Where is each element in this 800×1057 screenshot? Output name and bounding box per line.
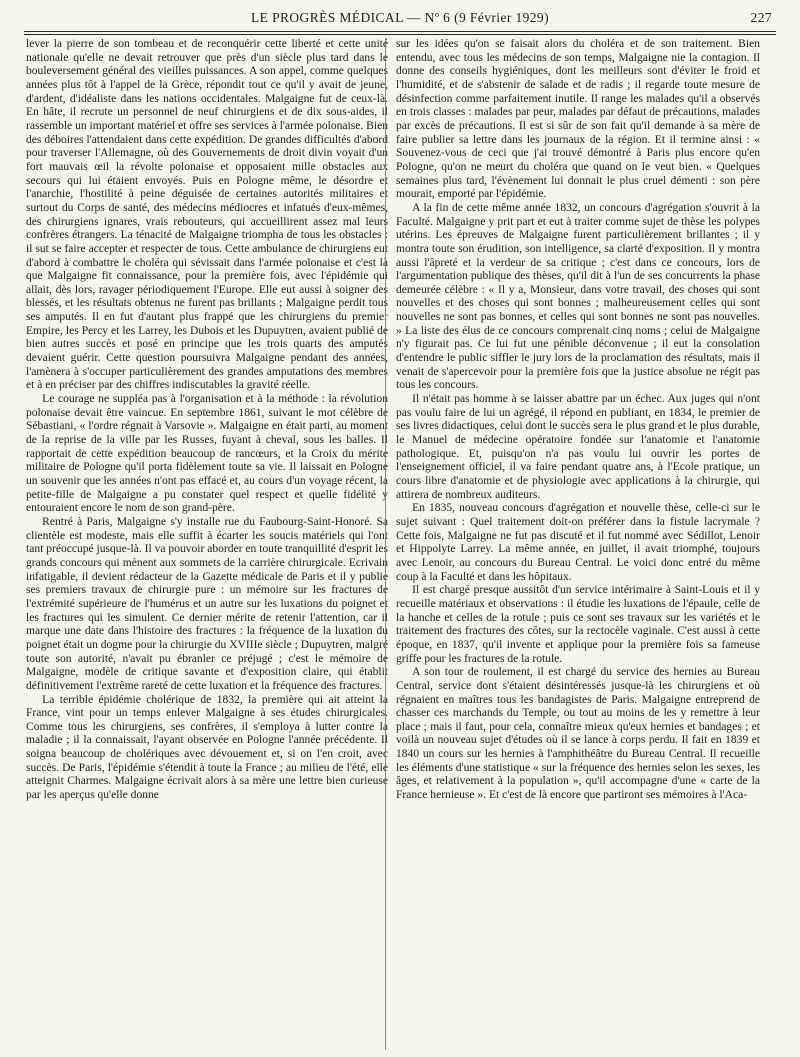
- paragraph: sur les idées qu'on se faisait alors du choléra et de son traitement. Bien entendu, avec tous les médecins de son temps, Malgaigne nie la contagion. Il donne des conseils hygiéniques, dont les meilleurs sont d'éviter le froid et l'humidité, et de s'abstenir de salade et de radis ; il regarde toute mesure de désinfection comme parfaitement inutile. Il range les malades qu'il a observés en trois classes : malades par peur, malades par défaut de précautions, malades par excès de précautions. Il est si sûr de son fait qu'il demande à sa mère de faire publier sa lettre dans les journaux de la région. Et il termine ainsi : « Souvenez-vous de ceci que j'ai trouvé démontré à Paris plus encore qu'en Pologne, qu'on ne meurt du choléra que quand on le veut bien. « Quelques semaines plus tard, l'évènement lui donnait le plus cruel démenti : son père mourait, emporté par l'épidémie.: [396, 38, 760, 201]
- paragraph: Le courage ne suppléa pas à l'organisation et à la méthode : la révolution polonaise devait être vaincue. En septembre 1861, suivant le mot célèbre de Sébastiani, « l'ordre régnait à Varsovie ». Malgaigne en était parti, au moment de la reprise de la ville par les Russes, fuyant à cheval, sous les balles. Il rapportait de cette expédition beaucoup de rancœurs, et la Croix du mérite militaire de Pologne qu'il porta fidèlement toute sa vie. Il laissait en Pologne un souvenir que les années n'ont pas effacé et, au cours d'un voyage récent, la petite-fille de Malgaigne a pu constater quel respect et quelle fidélité y entouraient encore le nom de son grand-père.: [26, 393, 388, 515]
- paragraph: Rentré à Paris, Malgaigne s'y installe rue du Faubourg-Saint-Honoré. Sa clientèle est modeste, mais elle suffit à écarter les soucis matériels qui l'ont tant préoccupé jusque-là. Il va pouvoir aborder en toute tranquillité d'esprit les grands concours qui mènent aux sommets de la carrière chirurgicale. Ecrivain infatigable, il devient rédacteur de la Gazette médicale de Paris et il y publie ses premiers travaux de chirurgie pure : un mémoire sur les fractures de l'extrémité supérieure de l'humérus et un autre sur les luxations du poignet et les fractures qui les simulent. Ce dernier mérite de retenir l'attention, car il marque une date dans l'histoire des fractures : la fréquence de la luxation du poignet était un dogme pour la chirurgie du XVIIIe siècle ; Dupuytren, malgré toute son autorité, n'avait pu ébranler ce préjugé ; c'est le mémoire de Malgaigne, modèle de critique savante et d'exposition claire, qui établit définitivement l'extrême rareté de cette luxation et la fréquence des fractures.: [26, 515, 388, 692]
- paragraph: A la fin de cette même année 1832, un concours d'agrégation s'ouvrit à la Faculté. Malgaigne y prit part et eut à traiter comme sujet de thèse les polypes utérins. Les épreuves de Malgaigne furent particulièrement brillantes ; il y montra toute son érudition, son intelligence, sa clarté d'exposition. Il y montra aussi l'âpreté et la verdeur de sa critique ; c'est dans ce concours, lors de l'argumentation publique des thèses, qu'il dit à l'un de ses concurrents la phase demeurée célèbre : « Il y a, Monsieur, dans votre travail, des choses qui sont nouvelles et des choses qui sont bonnes ; malheureusement celles qui sont nouvelles ne sont pas bonnes, et celles qui sont bonnes ne sont pas nouvelles. » La liste des élus de ce concours comprenait cinq noms ; celui de Malgaigne n'y figurait pas. Ce lui fut une pénible déconvenue ; il eut la consolation d'entendre le public siffler le jury lors de la proclamation des résultats, mais il venait de s'apercevoir pour la première fois que la justice absolue ne régit pas tous les concours.: [396, 201, 760, 392]
- journal-title: LE PROGRÈS MÉDICAL — Nº 6 (9 Février 1929): [251, 10, 549, 25]
- column-divider: [385, 38, 386, 1050]
- paragraph: Il n'était pas homme à se laisser abattre par un échec. Aux juges qui n'ont pas voulu faire de lui un agrégé, il répond en publiant, en 1834, le premier de ses livres didactiques, celui dont le succès sera le plus grand et le plus durable, le Manuel de médecine opératoire fondée sur l'anatomie et l'anatomie pathologique. Et, puisqu'on n'a pas voulu lui ouvrir les portes de l'enseignement officiel, il va faire pendant quatre ans, à l'Ecole pratique, un cours libre d'anatomie et de physiologie avec applications à la chirurgie, qui attirera de nombreux auditeurs.: [396, 393, 760, 501]
- header-rule-thin: [24, 34, 776, 35]
- paragraph: En 1835, nouveau concours d'agrégation et nouvelle thèse, celle-ci sur le sujet suivant : Quel traitement doit-on préférer dans la fistule lacrymale ? Cette fois, Malgaigne ne fut pas discuté et il fut nommé avec Sédillot, Lenoir et Hippolyte Larrey. La même année, en juillet, il avait triomphé, toujours avec Lenoir, au concours du Bureau Central. Le voici donc entré du même coup à la Faculté et dans les hôpitaux.: [396, 502, 760, 583]
- paragraph: La terrible épidémie cholérique de 1832, la première qui ait atteint la France, vint pour un temps enlever Malgaigne à ses études chirurgicales. Comme tous les chirurgiens, ses confrères, il s'employa à lutter contre la maladie ; il la connaissait, l'ayant observée en Pologne l'année précédente. Il soigna beaucoup de cholériques avec dévouement et, si on l'en croit, avec succès. De Paris, l'épidémie s'étendit à toute la France ; au milieu de l'été, elle atteignit Charmes. Malgaigne écrivait alors à sa mère une lettre bien curieuse par les aperçus qu'elle donne: [26, 693, 388, 802]
- paragraph: Il est chargé presque aussitôt d'un service intérimaire à Saint-Louis et il y recueille matériaux et observations : il étudie les luxations de l'épaule, celle de la hanche et celles de la rotule ; puis ce sont ses travaux sur les variétés et le traitement des fractures des côtes, sur la rectocèle vaginale. C'est aussi à cette époque, en 1837, qu'il invente et applique pour la première fois sa fameuse griffe pour les fractures de la rotule.: [396, 584, 760, 665]
- right-column: [396, 38, 760, 1050]
- page-header: [24, 6, 776, 30]
- left-column: [26, 38, 388, 1050]
- paragraph: lever la pierre de son tombeau et de reconquérir cette liberté et cette unité nationale qu'elle ne devait retrouver que près d'un siècle plus tard dans le bouleversement général des vieilles puissances. A son appel, comme quelques années plus tôt à l'appel de la Grèce, répondit tout ce qu'il y avait de jeune, d'ardent, d'idéaliste dans les nations occidentales. Malgaigne fut de ceux-là. En hâte, il recrute un personnel de neuf chirurgiens et de dix sous-aides, il rassemble un important matériel et offre ses services à l'armée polonaise. Bien des déboires l'attendaient dans cette expédition. De grandes difficultés d'abord pour traverser l'Allemagne, où des Gouvernements de droit divin voyait d'un fort mauvais œil la révolte polonaise et opposaient mille obstacles aux secours qui lui étaient envoyés. Puis en Pologne même, le désordre et l'anarchie, l'hostilité à peine déguisée de certaines autorités militaires et surtout du Corps de santé, des médecins médiocres et infatués d'eux-mêmes, des chirurgiens ignares, vrais rebouteurs, qui accueillirent assez mal leurs confrères étrangers. La ténacité de Malgaigne triompha de tous les obstacles : il sut se faire accepter et respecter de tous. Cette ambulance de chirurgiens eut d'abord à combattre le choléra qui sévissait dans l'armée polonaise et c'est là que Malgaigne fit connaissance, pour la première fois, avec l'épidémie qui allait, dès lors, ravager périodiquement l'Europe. Elle eut aussi à soigner des blessés, et les résultats obtenus ne furent pas brillants ; Malgaigne perdit tous ses amputés. Il en fut d'autant plus frappé que les chirurgiens du premier Empire, les Percy et les Larrey, les Dubois et les Dupuytren, avaient publié de bien autres succès et posé en principe que les trois quarts des amputés devaient guérir. Cette question poursuivra Malgaigne pendant des années, l'amènera à s'occuper particulièrement des grandes amputations des membres et à en préciser par des chiffres indiscutables la gravité réelle.: [26, 38, 388, 392]
- header-rule: [24, 31, 776, 32]
- page-number: 227: [750, 10, 772, 25]
- paragraph: A son tour de roulement, il est chargé du service des hernies au Bureau Central, service dont s'étaient désintéressés jusque-là les chirurgiens et où régnaient en maîtres tous les bandagistes de Paris. Malgaigne entreprend de chasser ces marchands du Temple, ou tout au moins de les y remettre à leur place ; mais il faut, pour cela, connaître mieux qu'eux hernies et bandages ; et voilà un nouveau sujet d'études où il se lance à corps perdu. Il fait en 1839 et 1840 un cours sur les hernies à l'amphithéâtre du Bureau Central. Il recueille les éléments d'une statistique « sur la fréquence des hernies selon les sexes, les âges, et relativement à la population », qu'il accompagne d'une « carte de la France hernieuse ». Et c'est de là encore que partiront ses mémoires à l'Aca-: [396, 666, 760, 802]
